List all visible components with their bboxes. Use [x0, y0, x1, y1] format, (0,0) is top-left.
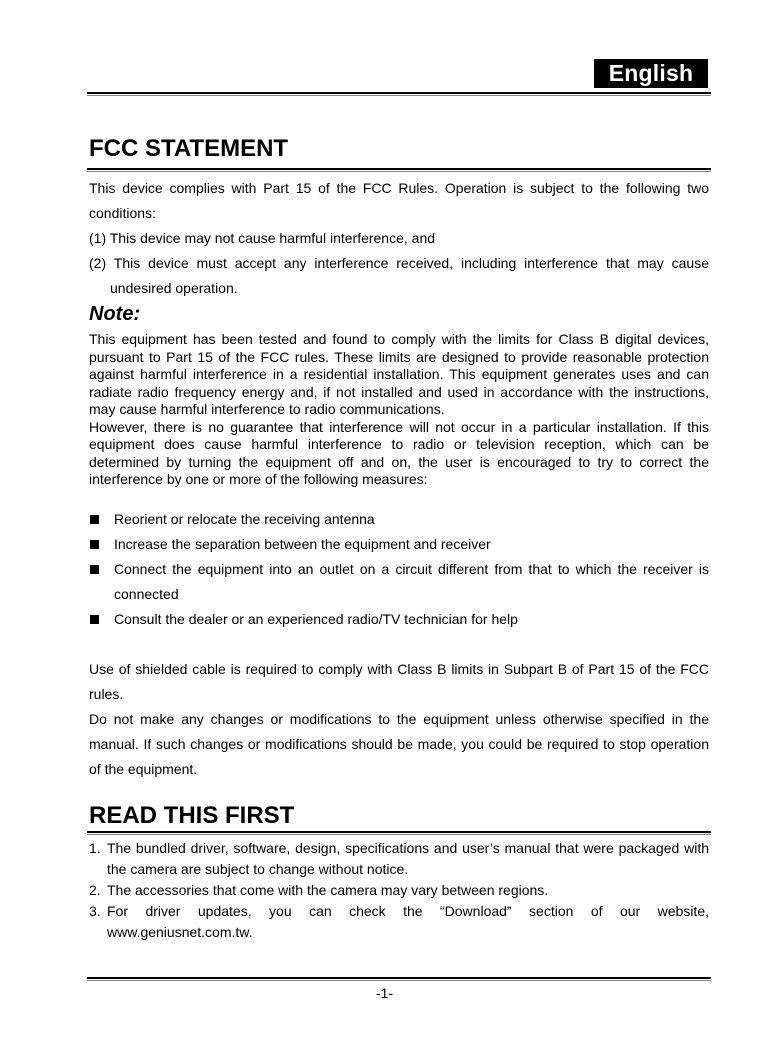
page-number: -1-: [375, 985, 394, 1001]
list-item: Consult the dealer or an experienced radio/TV technician for help: [89, 607, 709, 632]
list-item: Increase the separation between the equipment and receiver: [89, 532, 709, 557]
read-this-first-heading: READ THIS FIRST: [89, 802, 295, 829]
note-body: [89, 331, 709, 489]
note-paragraph: However, there is no guarantee that interference will not occur in a particular installation. If this equipment does cause harmful interference to radio or television reception, which can be determined by turning the equipment off and on, the user is encouraged to try to correct the interference by one or more of the following measures:: [89, 418, 709, 487]
fcc-closing-text: [89, 657, 709, 782]
closing-paragraph: Use of shielded cable is required to comply with Class B limits in Subpart B of Part 15 of the FCC rules.: [89, 661, 709, 702]
fcc-intro-text: This device complies with Part 15 of the FCC Rules. Operation is subject to the following two conditions:: [89, 180, 709, 221]
fcc-heading-rule: [87, 168, 711, 172]
fcc-intro-section: [89, 176, 709, 301]
list-text: The accessories that come with the camera may vary between regions.: [107, 882, 549, 898]
read-first-list: [89, 838, 709, 943]
note-paragraph: This equipment has been tested and found to comply with the limits for Class B digital devices, pursuant to Part 15 of the FCC rules. These limits are designed to provide reasonable protection against harmful interference in a residential installation. This equipment generates uses and can radiate radio frequency energy and, if not installed and used in accordance with the instructions, may cause harmful interference to radio communications.: [89, 331, 709, 417]
list-item: [89, 901, 709, 943]
list-item: Connect the equipment into an outlet on a circuit different from that to which the receiver is connected: [89, 557, 709, 607]
measures-list: [89, 507, 709, 632]
condition-item: (2) This device must accept any interference received, including interference that may cause undesired operation.: [89, 255, 709, 296]
language-badge: English: [594, 59, 708, 88]
footer-rule: [87, 977, 711, 981]
list-item: [89, 838, 709, 880]
list-number: 3.: [89, 903, 101, 919]
list-item: Reorient or relocate the receiving antenna: [89, 507, 709, 532]
list-number: 1.: [89, 840, 101, 856]
fcc-statement-heading: FCC STATEMENT: [89, 135, 289, 162]
list-number: 2.: [89, 882, 101, 898]
list-text: For driver updates, you can check the “Download” section of our website, www.geniusnet.com.tw.: [107, 903, 709, 940]
header-rule: [87, 92, 711, 96]
closing-paragraph: Do not make any changes or modifications to the equipment unless otherwise specified in the manual. If such changes or modifications should be made, you could be required to stop operation of the equipment.: [89, 711, 709, 777]
condition-item: (1) This device may not cause harmful interference, and: [89, 230, 436, 246]
list-text: The bundled driver, software, design, specifications and user’s manual that were packaged with the camera are subject to change without notice.: [107, 840, 709, 877]
list-item: [89, 880, 709, 901]
note-heading: Note:: [89, 303, 141, 325]
read-heading-rule: [87, 831, 711, 835]
